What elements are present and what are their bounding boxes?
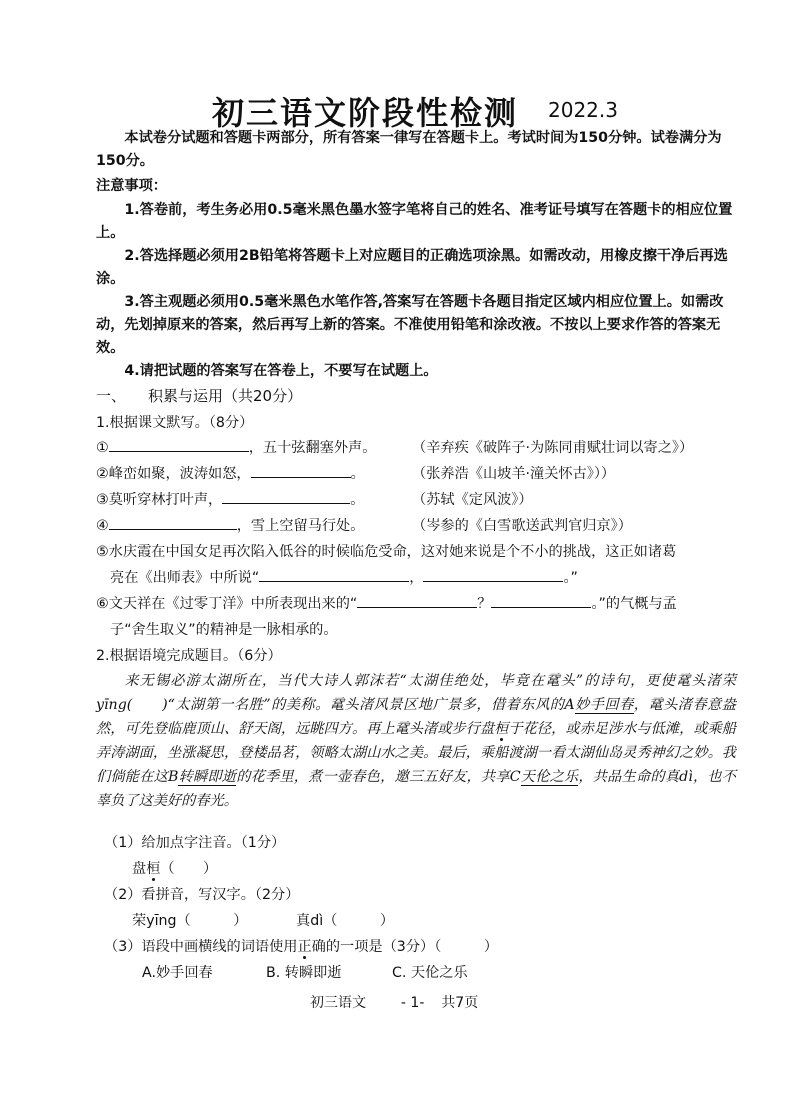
passage-phrase-a: 妙手回春 (574, 697, 634, 713)
q1-item-6-mid: ？ (477, 596, 492, 612)
page-footer (310, 992, 478, 1012)
q1-item-6-blank-a[interactable] (357, 593, 477, 608)
question-2-stem: 2.根据语境完成题目。（6分） (96, 648, 282, 664)
q1-item-3-post: 。 (350, 492, 365, 508)
q1-item-3 (96, 489, 364, 511)
q2-sub-1-answer-box[interactable]: （ ） (160, 861, 218, 877)
q2-sub-1-char-a: 盘 (132, 861, 147, 877)
q1-item-5-blank-a[interactable] (259, 567, 409, 582)
passage-phrase-c: 天伦之乐 (520, 769, 579, 785)
section-number: 一、 (96, 387, 127, 405)
question-1-stem: 1.根据课文默写。（8分） (96, 415, 254, 431)
q1-item-2-blank[interactable] (251, 463, 351, 478)
footer-subject: 初三语文 (310, 995, 366, 1011)
q1-item-5-blank-b[interactable] (423, 567, 563, 582)
q1-item-2 (96, 463, 365, 485)
notice-rule-3: 3.答主观题必须用0.5毫米黑色水笔作答,答案写在答题卡各题目指定区域内相应位置上。如需改动，先划掉原来的答案，然后再写上新的答案。不准使用铅笔和涂改液。不按以上要求作答的答案无效。 (96, 294, 724, 356)
q1-item-1-source: （辛弃疾《破阵子·为陈同甫赋壮词以寄之》） (412, 440, 694, 456)
notice-label: 注意事项： (96, 178, 167, 194)
q2-sub-1-word (132, 858, 217, 880)
q1-item-6-line-2: 子“舍生取义”的精神是一脉相承的。 (110, 622, 338, 638)
q1-item-3-pre: ③莫听穿林打叶声， (96, 492, 223, 508)
q1-item-5-pre: 亮在《出师表》中所说“ (110, 570, 260, 586)
passage-part-2: ，鼋头渚春意盎然，可先登临鹿顶山、舒天阁，远眺四方。再上鼋头渚或步行盘 (96, 697, 736, 737)
q1-item-5-line-1: ⑤水庆霞在中国女足再次陷入低谷的时候临危受命，这对她来说是个不小的挑战，这正如诸葛 (96, 544, 677, 560)
intro-text: 本试卷分试题和答题卡两部分，所有答案一律写在答题卡上。考试时间为150分钟。试卷满分为150分。 (96, 130, 722, 169)
q1-item-1-post: ，五十弦翻塞外声。 (248, 440, 377, 456)
q1-item-6-pre: ⑥文天祥在《过零丁洋》中所表现出来的“ (96, 596, 358, 612)
q2-sub-3-dotted-char: 正 (297, 939, 312, 955)
q1-item-1 (96, 437, 376, 459)
option-a[interactable]: A.妙手回春 (142, 965, 213, 981)
q1-item-6-post: 。”的气概与孟 (591, 596, 677, 612)
q2-sub-2-a[interactable]: 荣yīng（ ） (132, 913, 248, 929)
footer-total-pages: 共7页 (441, 995, 479, 1011)
q1-item-4-blank[interactable] (109, 515, 237, 530)
q1-item-4-pre: ④ (96, 518, 109, 534)
passage-part-1: 来无锡必游太湖所在，当代大诗人郭沫若“太湖佳绝处，毕竟在鼋头”的诗句，更使鼋头渚荣yīng( )“太湖第一名胜”的美称。鼋头渚风景区地广景多，借着东风的A (96, 673, 736, 713)
q1-item-2-pre: ②峰峦如聚，波涛如怒， (96, 466, 251, 482)
q2-sub-3-pre: （3）语段中画横线的词语使用 (104, 939, 298, 955)
q2-sub-3 (104, 936, 498, 958)
option-c[interactable]: C. 天伦之乐 (392, 965, 468, 981)
q2-sub-1-dotted-char: 桓 (146, 861, 161, 877)
q1-item-3-blank[interactable] (222, 489, 350, 504)
q1-item-4 (96, 515, 364, 537)
q2-sub-1: （1）给加点字注音。（1分） (104, 835, 286, 851)
passage-part-4: 的花季里，煮一壶春色，邀三五好友，共享C (236, 769, 521, 785)
q1-item-4-source: （岑参的《白雪歌送武判官归京》） (412, 518, 632, 534)
notice-rule-1: 1.答卷前，考生务必用0.5毫米黑色墨水签字笔将自己的姓名、准考证号填写在答题卡的相应位置上。 (96, 202, 733, 241)
notice-rule-4: 4.请把试题的答案写在答卷上，不要写在试题上。 (124, 363, 438, 379)
passage-part-3: 于花径，或赤足涉水与低滩，或乘船弄涛湖面，坐涨凝思，登楼品茗，领略太湖山水之美。最后，乘船渡湖一看太湖仙岛灵秀神幻之妙。我们倘能在这B (96, 721, 736, 785)
q1-item-2-post: 。 (350, 466, 365, 482)
q1-item-4-post: ，雪上空留马行处。 (236, 518, 365, 534)
q1-item-3-source: （苏轼《定风波》） (412, 492, 533, 508)
reading-passage (96, 669, 736, 813)
section-title: 积累与运用（共20分） (148, 387, 303, 405)
q1-item-5-line-2 (110, 567, 578, 589)
q1-item-2-source: （张养浩《山坡羊·潼关怀古》）） (412, 466, 616, 482)
notice-rule-2: 2.答选择题必须用2B铅笔将答题卡上对应题目的正确选项涂黑。如需改动，用橡皮擦干净后再选涂。 (96, 248, 728, 287)
q1-item-6-line-1 (96, 593, 677, 615)
option-b[interactable]: B. 转瞬即逝 (266, 965, 342, 981)
q1-item-6-blank-b[interactable] (491, 593, 591, 608)
exam-title: 初三语文阶段性检测 (212, 94, 519, 132)
q1-item-5-mid: ， (409, 570, 424, 586)
q1-item-1-pre: ① (96, 440, 109, 456)
passage-phrase-b: 转瞬即逝 (178, 769, 237, 785)
passage-part-5: ，共品生命的真dì，也不辜负了这美好的春光。 (96, 769, 736, 809)
passage-dotted-char: 桓 (494, 721, 509, 737)
q1-item-5-post: 。” (563, 570, 578, 586)
footer-page-number: - 1- (400, 995, 425, 1011)
q2-sub-3-post: 确的一项是（3分）（ ） (311, 939, 499, 955)
q2-sub-2-b[interactable]: 真dì（ ） (296, 913, 395, 929)
q1-item-1-blank[interactable] (109, 437, 249, 452)
q2-sub-2: （2）看拼音，写汉字。（2分） (104, 887, 300, 903)
exam-date: 2022.3 (548, 98, 618, 122)
